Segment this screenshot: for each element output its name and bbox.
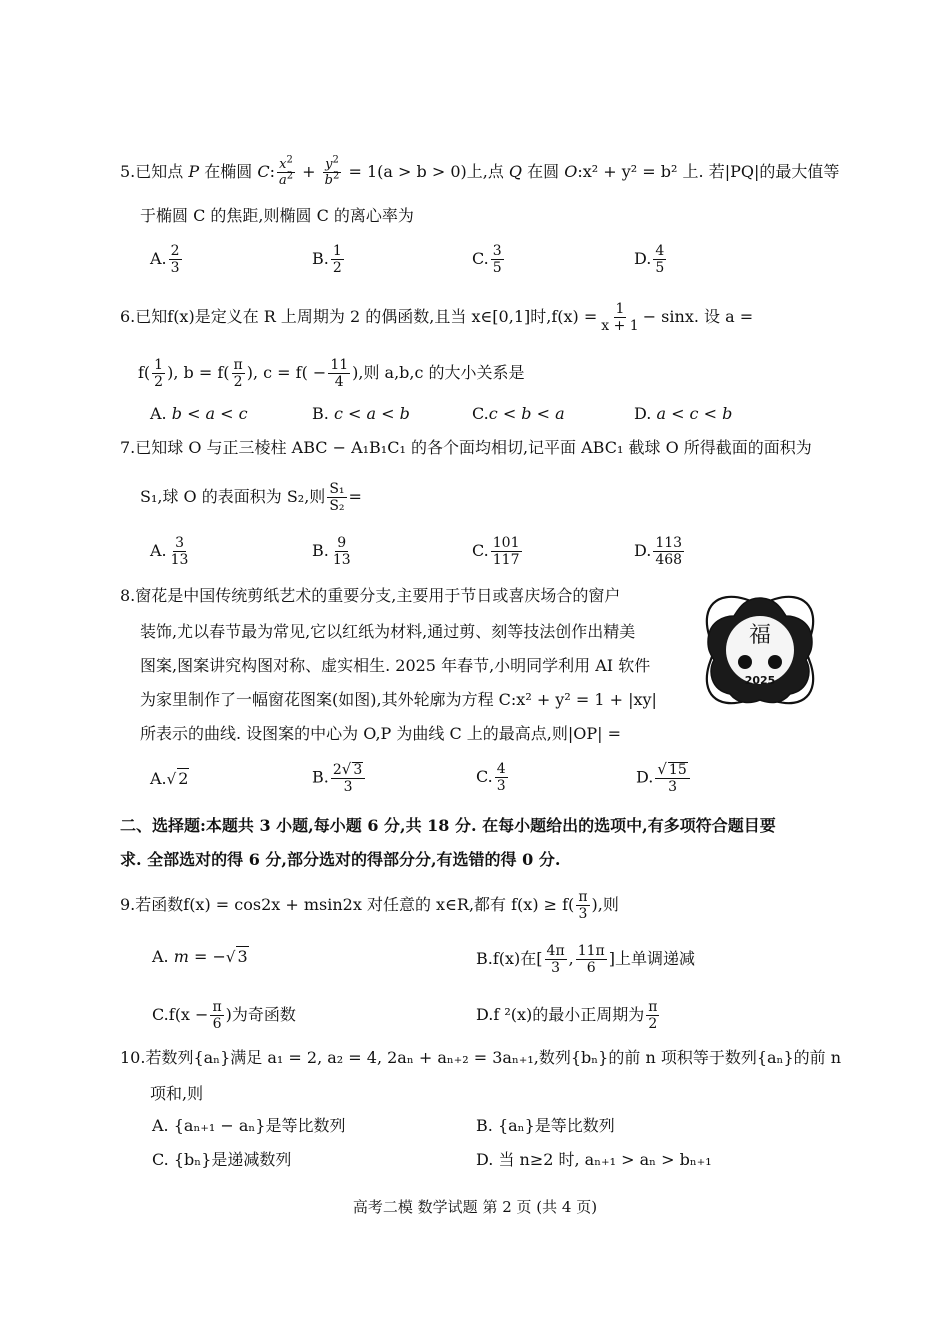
- question-5-line-2: 于椭圆 C 的焦距,则椭圆 C 的离心率为: [140, 206, 414, 225]
- fu-character: 福: [748, 623, 772, 648]
- q8-option-a: A.√ 2: [150, 769, 189, 788]
- question-10-line-1: 10.若数列{aₙ}满足 a₁ = 2, a₂ = 4, 2aₙ + aₙ₊₂ = 3aₙ₊₁,数列{bₙ}的前 n 项积等于数列{aₙ}的前 n: [120, 1048, 842, 1067]
- window-flower-figure: [690, 580, 830, 720]
- section-2-instructions: 求. 全部选对的得 6 分,部分选对的得部分分,有选错的得 0 分.: [120, 850, 561, 869]
- q5-option-b: B. $\frac{1}{2}$: [312, 243, 342, 276]
- q7-option-a: A. $\frac{3}{13}$: [150, 535, 189, 568]
- question-8-line-1: 8.窗花是中国传统剪纸艺术的重要分支,主要用于节日或喜庆场合的窗户: [120, 586, 621, 605]
- question-8-line-5: 所表示的曲线. 设图案的中心为 O,P 为曲线 C 上的最高点,则|OP| =: [140, 724, 622, 743]
- q8-option-d: D. $\frac{√ 15}{3}$: [636, 762, 692, 794]
- question-6-line-1: 6.已知f(x)是定义在 R 上周期为 2 的偶函数,且当 x∈[0,1]时,f(x) = $\frac{1}{x + 1}$ − sinx. 设 a =: [120, 301, 754, 334]
- q5-option-c: C. $\frac{3}{5}$: [472, 243, 502, 276]
- q9-option-a: A. m = −√ 3: [152, 947, 248, 966]
- q9-option-c: C.f(x − $\frac{\pi}{6}$ )为奇函数: [152, 999, 296, 1032]
- question-8-line-2: 装饰,尤以春节最为常见,它以红纸为材料,通过剪、刻等技法创作出精美: [140, 622, 636, 641]
- q10-option-b: B. {aₙ}是等比数列: [476, 1116, 615, 1135]
- question-6-line-2: f( $\frac{1}{2}$ ), b = f( $\frac{\pi}{2}$ ), c = f( − $\frac{11}{4}$ ),则 a,b,c 的大小关系是: [138, 357, 525, 390]
- question-10-line-2: 项和,则: [150, 1084, 204, 1103]
- q9-option-b: B.f(x)在[ $\frac{4\pi}{3}$ , $\frac{11\pi}{6}$ ]上单调递减: [476, 943, 695, 976]
- q8-option-b: B. $\frac{2√ 3}{3}$: [312, 762, 367, 794]
- q9-option-d: D.f ²(x)的最小正周期为 $\frac{\pi}{2}$: [476, 999, 658, 1032]
- fraction-x2-a2: $\frac{x^2}{a^2}$: [278, 154, 294, 188]
- q10-option-a: A. {aₙ₊₁ − aₙ}是等比数列: [152, 1116, 346, 1135]
- q6-option-a: A. b < a < c: [150, 404, 248, 423]
- section-2-heading: 二、选择题:本题共 3 小题,每小题 6 分,共 18 分. 在每小题给出的选项中,有多项符合题目要: [120, 816, 776, 835]
- year-2025-label: 2025: [744, 674, 776, 687]
- q7-option-c: C. $\frac{101}{117}$: [472, 535, 520, 568]
- question-8-line-4: 为家里制作了一幅窗花图案(如图),其外轮廓为方程 C:x² + y² = 1 + |xy|: [140, 690, 657, 709]
- q8-option-c: C. $\frac{4}{3}$: [476, 761, 506, 794]
- left-snake-ornament: [738, 655, 752, 669]
- q10-option-c: C. {bₙ}是递减数列: [152, 1150, 292, 1169]
- question-7-line-2: S₁,球 O 的表面积为 S₂,则 $\frac{\text{S₁}}{\text{S₂}}$ =: [140, 481, 362, 514]
- q7-option-d: D. $\frac{113}{468}$: [634, 535, 683, 568]
- page-footer: 高考二模 数学试题 第 2 页 (共 4 页): [352, 1198, 598, 1216]
- q5-option-d: D. $\frac{4}{5}$: [634, 243, 665, 276]
- question-9-line-1: 9.若函数f(x) = cos2x + msin2x 对任意的 x∈R,都有 f(x) ≥ f( $\frac{\pi}{3}$ ),则: [120, 889, 619, 922]
- question-7-line-1: 7.已知球 O 与正三棱柱 ABC − A₁B₁C₁ 的各个面均相切,记平面 ABC₁ 截球 O 所得截面的面积为: [120, 438, 812, 457]
- q6-option-c: C.c < b < a: [472, 404, 565, 423]
- q7-option-b: B. $\frac{9}{13}$: [312, 535, 351, 568]
- fraction-y2-b2: $\frac{y^2}{b^2}$: [324, 154, 340, 188]
- q5-option-a: A. $\frac{2}{3}$: [150, 243, 180, 276]
- q6-option-b: B. c < a < b: [312, 404, 410, 423]
- q6-option-d: D. a < c < b: [634, 404, 733, 423]
- question-8-line-3: 图案,图案讲究构图对称、虚实相生. 2025 年春节,小明同学利用 AI 软件: [140, 656, 651, 675]
- right-snake-ornament: [768, 655, 782, 669]
- question-5-line-1: 5.已知点 P 在椭圆 C: $\frac{x^2}{a^2}$ + $\frac{y^2}{b^2}$ = 1(a > b > 0)上,点 Q 在圆 O:x² + y² = b² 上. 若|PQ|的最大值等: [120, 154, 840, 188]
- q10-option-d: D. 当 n≥2 时, aₙ₊₁ > aₙ > bₙ₊₁: [476, 1150, 712, 1169]
